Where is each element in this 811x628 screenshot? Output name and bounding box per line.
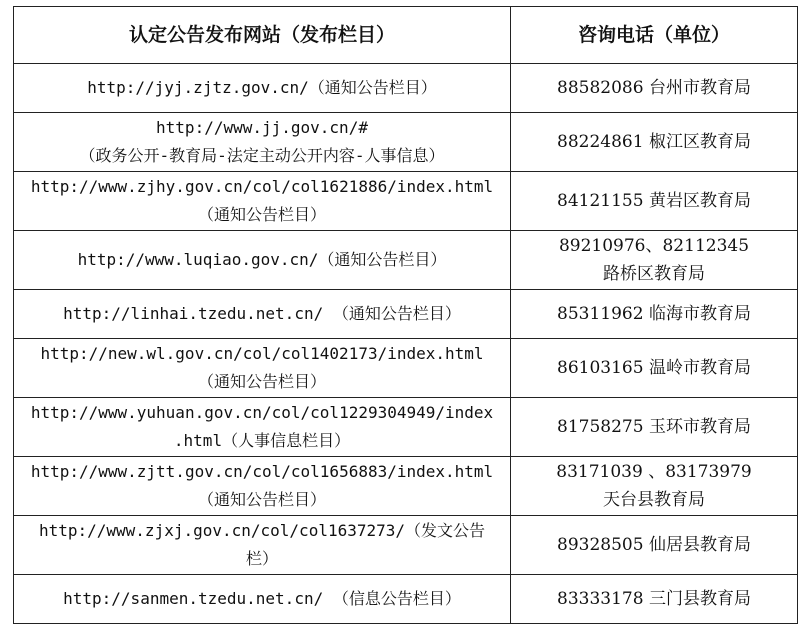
contact-text: 天台县教育局 xyxy=(603,490,705,510)
site-text[interactable]: http://new.wl.gov.cn/col/col1402173/index.html xyxy=(40,344,484,363)
table-row xyxy=(14,516,798,575)
site-cell xyxy=(14,290,511,339)
announcement-table-container xyxy=(13,6,798,624)
site-text[interactable]: http://www.zjxj.gov.cn/col/col1637273/（发文公告 xyxy=(38,521,486,540)
table-header-row xyxy=(14,7,798,64)
site-text[interactable]: http://www.zjhy.gov.cn/col/col1621886/index.html xyxy=(30,177,494,196)
table-row xyxy=(14,290,798,339)
site-cell xyxy=(14,457,511,516)
site-cell xyxy=(14,172,511,231)
contact-text: 83333178 三门县教育局 xyxy=(557,589,751,609)
contact-cell xyxy=(511,231,798,290)
contact-cell xyxy=(511,64,798,113)
contact-text: 88224861 椒江区教育局 xyxy=(557,132,751,152)
contact-cell xyxy=(511,172,798,231)
site-text[interactable]: http://www.jj.gov.cn/# xyxy=(156,118,368,137)
site-cell xyxy=(14,231,511,290)
contact-cell xyxy=(511,339,798,398)
table-row xyxy=(14,64,798,113)
contact-text: 89210976、82112345 xyxy=(558,236,750,256)
contact-cell xyxy=(511,575,798,624)
site-cell xyxy=(14,113,511,172)
contact-cell xyxy=(511,516,798,575)
contact-text: 89328505 仙居县教育局 xyxy=(557,535,751,555)
site-cell xyxy=(14,398,511,457)
table-row xyxy=(14,457,798,516)
site-text: （通知公告栏目） xyxy=(197,372,326,391)
site-text[interactable]: http://www.yuhuan.gov.cn/col/col1229304949/index xyxy=(30,403,494,422)
site-text[interactable]: http://sanmen.tzedu.net.cn/ （信息公告栏目） xyxy=(63,589,461,608)
header-site: 认定公告发布网站（发布栏目） xyxy=(14,7,511,64)
contact-text: 88582086 台州市教育局 xyxy=(557,78,751,98)
contact-cell xyxy=(511,290,798,339)
contact-text: 84121155 黄岩区教育局 xyxy=(557,191,751,211)
site-cell xyxy=(14,64,511,113)
table-row xyxy=(14,172,798,231)
site-text: （通知公告栏目） xyxy=(197,205,326,224)
contact-text: 81758275 玉环市教育局 xyxy=(557,417,751,437)
header-contact: 咨询电话（单位） xyxy=(511,7,798,64)
table-row xyxy=(14,398,798,457)
contact-text: 83171039 、83173979 xyxy=(556,462,752,482)
site-text[interactable]: http://linhai.tzedu.net.cn/ （通知公告栏目） xyxy=(63,304,461,323)
contact-cell xyxy=(511,398,798,457)
contact-text: 路桥区教育局 xyxy=(603,264,705,284)
contact-cell xyxy=(511,113,798,172)
site-text: （政务公开-教育局-法定主动公开内容-人事信息） xyxy=(79,146,445,165)
contact-text: 86103165 温岭市教育局 xyxy=(557,358,751,378)
site-text: 栏） xyxy=(245,549,278,568)
site-cell xyxy=(14,575,511,624)
site-cell xyxy=(14,339,511,398)
site-cell xyxy=(14,516,511,575)
site-text: .html（人事信息栏目） xyxy=(173,431,351,450)
site-text[interactable]: http://www.luqiao.gov.cn/（通知公告栏目） xyxy=(77,250,447,269)
table-row xyxy=(14,339,798,398)
table-row xyxy=(14,575,798,624)
table-row xyxy=(14,113,798,172)
site-text[interactable]: http://www.zjtt.gov.cn/col/col1656883/index.html xyxy=(30,462,494,481)
site-text: （通知公告栏目） xyxy=(197,490,326,509)
contact-text: 85311962 临海市教育局 xyxy=(557,304,751,324)
contact-cell xyxy=(511,457,798,516)
site-text[interactable]: http://jyj.zjtz.gov.cn/（通知公告栏目） xyxy=(87,78,437,97)
announcement-sites-table xyxy=(13,6,798,624)
table-row xyxy=(14,231,798,290)
